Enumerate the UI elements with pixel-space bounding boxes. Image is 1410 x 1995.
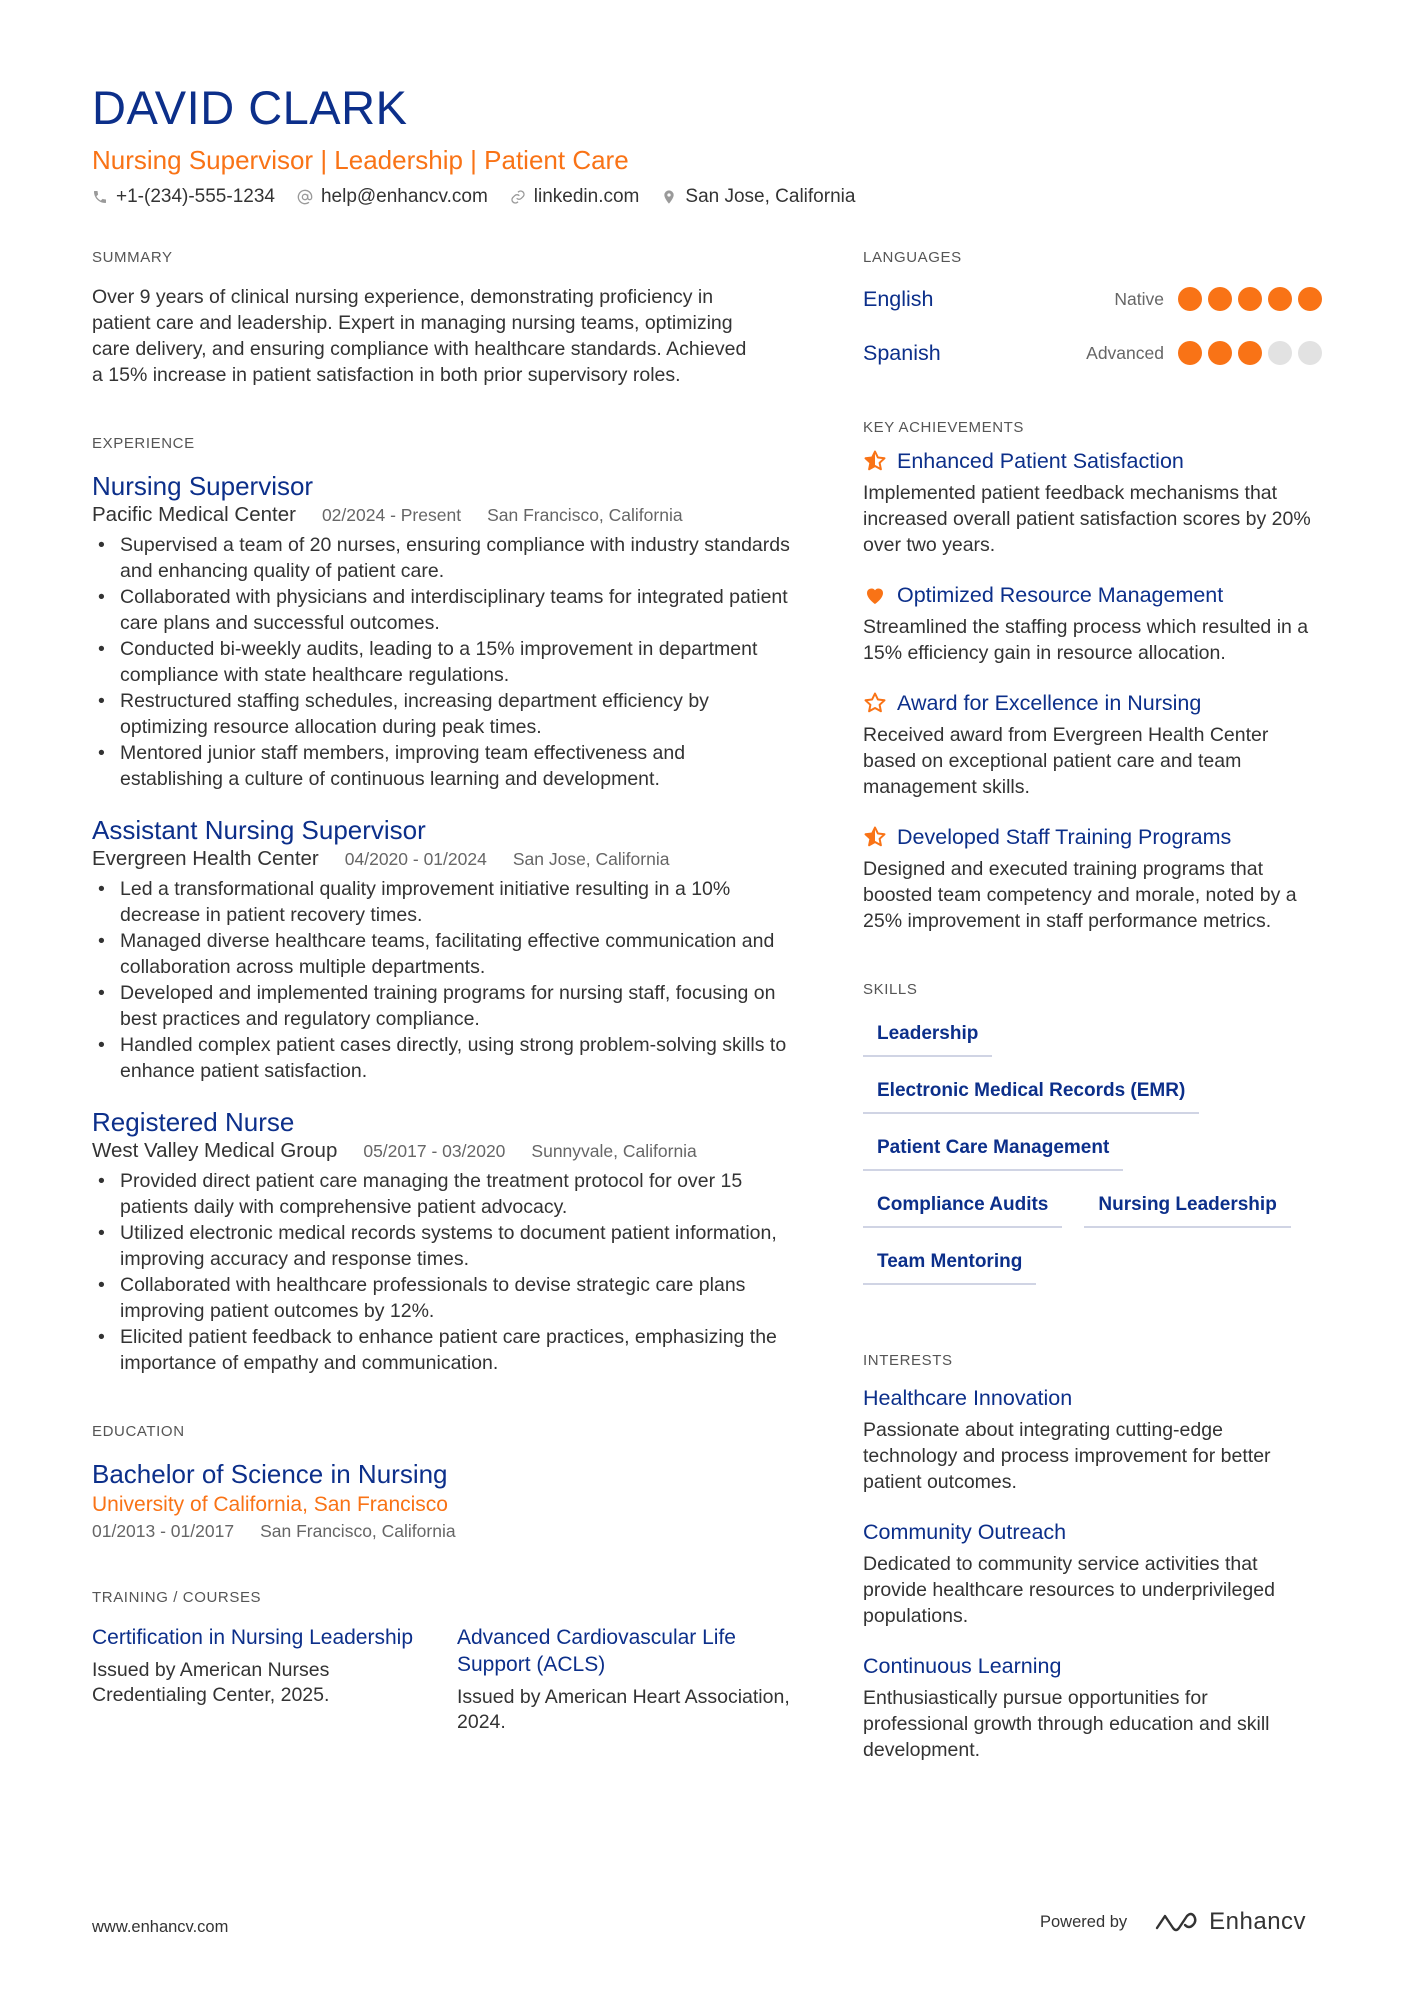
job-location: San Jose, California [512, 849, 670, 869]
job-company: Evergreen Health Center [92, 847, 319, 870]
interest-title: Community Outreach [863, 1520, 1067, 1544]
job-title: Registered Nurse [92, 1107, 295, 1137]
left-column [92, 248, 792, 1735]
skill-tag: Patient Care Management [863, 1132, 1123, 1171]
languages-heading: LANGUAGES [863, 249, 962, 266]
interest-desc: Enthusiastically pursue opportunities for professional growth through education and skill development. [863, 1687, 1270, 1761]
job-bullet: • Led a transformational quality improvement initiative resulting in a 10% decrease in patient recovery times. [92, 876, 792, 928]
linkedin-text[interactable]: linkedin.com [533, 186, 640, 207]
job-entry [92, 470, 792, 792]
rating-dot-empty [1268, 341, 1292, 365]
language-rating [1178, 287, 1322, 311]
rating-dot-filled [1238, 341, 1262, 365]
achievement-item [863, 688, 1323, 800]
achievement-desc: Designed and executed training programs that boosted team competency and morale, noted by a 25% improvement in staff performance metrics. [863, 858, 1297, 932]
language-rating [1178, 341, 1322, 365]
course-desc: Issued by American Nurses Credentialing Center, 2025. [92, 1659, 330, 1706]
job-company: West Valley Medical Group [92, 1139, 338, 1162]
achievement-title: Developed Staff Training Programs [897, 825, 1232, 849]
resume-header [92, 80, 1322, 210]
course-list [92, 1624, 792, 1735]
summary-heading: SUMMARY [92, 249, 173, 266]
achievements-heading: KEY ACHIEVEMENTS [863, 419, 1025, 436]
interest-desc: Dedicated to community service activities that provide healthcare resources to underprivileged populations. [863, 1553, 1275, 1627]
job-bullet: • Mentored junior staff members, improving team effectiveness and establishing a culture of continuous learning and development. [92, 740, 792, 792]
interest-desc: Passionate about integrating cutting-edge technology and process improvement for better patient outcomes. [863, 1419, 1271, 1493]
rating-dot-filled [1208, 287, 1232, 311]
skills-list [863, 1018, 1323, 1285]
education-school: University of California, San Francisco [92, 1493, 448, 1516]
job-title: Assistant Nursing Supervisor [92, 815, 426, 845]
enhancv-brand-text: Enhancv [1209, 1908, 1307, 1935]
phone-text: +1-(234)-555-1234 [116, 186, 275, 207]
course-title: Certification in Nursing Leadership [92, 1626, 413, 1649]
skills-heading: SKILLS [863, 981, 918, 998]
languages-section [863, 248, 1323, 380]
interest-item [863, 1383, 1323, 1495]
language-level: Advanced [1086, 342, 1164, 363]
at-icon [297, 189, 313, 205]
achievements-section [863, 418, 1323, 934]
star-half-icon [863, 449, 887, 473]
language-level: Native [1114, 288, 1164, 309]
job-bullet: • Managed diverse healthcare teams, facilitating effective communication and collaboration across multiple departments. [92, 928, 792, 980]
course-desc: Issued by American Heart Association, 2024. [457, 1686, 790, 1733]
skill-tag: Team Mentoring [863, 1246, 1036, 1285]
course-item [92, 1624, 427, 1735]
language-name: Spanish [863, 340, 941, 365]
job-meta [92, 502, 792, 528]
achievement-desc: Streamlined the staffing process which resulted in a 15% efficiency gain in resource allocation. [863, 616, 1309, 664]
education-degree: Bachelor of Science in Nursing [92, 1459, 448, 1489]
rating-dot-filled [1268, 287, 1292, 311]
achievement-title: Award for Excellence in Nursing [897, 691, 1202, 715]
job-dates: 05/2017 - 03/2020 [363, 1141, 506, 1161]
achievement-head [863, 688, 1323, 718]
interest-item [863, 1517, 1323, 1629]
job-bullet: • Collaborated with healthcare professionals to devise strategic care plans improving patient outcomes by 12%. [92, 1272, 792, 1324]
achievement-item [863, 446, 1323, 558]
education-dates: 01/2013 - 01/2017 [92, 1521, 235, 1541]
education-section [92, 1422, 792, 1542]
contact-bar [92, 184, 1322, 210]
job-bullet: • Utilized electronic medical records systems to document patient information, improving accuracy and response times. [92, 1220, 792, 1272]
star-outline-icon [863, 691, 887, 715]
job-bullet: • Elicited patient feedback to enhance patient care practices, emphasizing the importance of empathy and communication. [92, 1324, 792, 1376]
achievement-head [863, 580, 1323, 610]
rating-dot-filled [1208, 341, 1232, 365]
training-section [92, 1588, 792, 1735]
candidate-headline: Nursing Supervisor | Leadership | Patient Care [92, 145, 629, 175]
course-item [457, 1624, 792, 1735]
enhancv-logo-icon [1153, 1910, 1199, 1934]
achievement-head [863, 822, 1323, 852]
footer-branding [1040, 1908, 1306, 1936]
enhancv-logo[interactable] [1153, 1908, 1306, 1936]
link-icon [510, 189, 526, 205]
job-meta [92, 1138, 792, 1164]
job-bullet: • Provided direct patient care managing the treatment protocol for over 15 patients daily with comprehensive patient advocacy. [92, 1168, 792, 1220]
job-bullets [92, 876, 792, 1084]
job-bullet: • Conducted bi-weekly audits, leading to a 15% improvement in department compliance with state healthcare regulations. [92, 636, 792, 688]
course-title: Advanced Cardiovascular Life Support (ACLS) [457, 1626, 736, 1676]
contact-linkedin[interactable] [510, 184, 640, 210]
rating-dot-filled [1298, 287, 1322, 311]
job-entry [92, 1106, 792, 1376]
achievement-item [863, 822, 1323, 934]
achievement-head [863, 446, 1323, 476]
location-pin-icon [661, 189, 677, 205]
job-location: Sunnyvale, California [531, 1141, 697, 1161]
job-location: San Francisco, California [487, 505, 683, 525]
skill-tag: Leadership [863, 1018, 992, 1057]
job-company: Pacific Medical Center [92, 503, 296, 526]
interest-title: Healthcare Innovation [863, 1386, 1073, 1410]
job-bullet: • Restructured staffing schedules, increasing department efficiency by optimizing resource allocation during peak times. [92, 688, 792, 740]
job-bullets [92, 532, 792, 792]
language-row [863, 272, 1323, 326]
training-heading: TRAINING / COURSES [92, 1589, 262, 1606]
experience-section [92, 434, 792, 1376]
job-dates: 04/2020 - 01/2024 [344, 849, 487, 869]
skills-section [863, 980, 1323, 1285]
job-title: Nursing Supervisor [92, 471, 314, 501]
language-row [863, 326, 1323, 380]
candidate-name: DAVID CLARK [92, 81, 408, 134]
interests-section [863, 1351, 1323, 1763]
contact-phone [92, 184, 275, 210]
skill-tag: Electronic Medical Records (EMR) [863, 1075, 1199, 1114]
job-bullet: • Collaborated with physicians and interdisciplinary teams for integrated patient care plans and successful outcomes. [92, 584, 792, 636]
summary-section [92, 248, 792, 388]
contact-location [661, 184, 855, 210]
interest-title: Continuous Learning [863, 1654, 1062, 1678]
achievement-title: Optimized Resource Management [897, 583, 1224, 607]
interests-heading: INTERESTS [863, 1352, 953, 1369]
interest-item [863, 1651, 1323, 1763]
heart-icon [863, 583, 887, 607]
powered-by-label: Powered by [1040, 1912, 1128, 1931]
achievement-desc: Received award from Evergreen Health Center based on exceptional patient care and team management skills. [863, 724, 1269, 798]
achievement-title: Enhanced Patient Satisfaction [897, 449, 1184, 473]
job-bullet: • Supervised a team of 20 nurses, ensuring compliance with industry standards and enhancing quality of patient care. [92, 532, 792, 584]
rating-dot-filled [1178, 287, 1202, 311]
rating-dot-filled [1178, 341, 1202, 365]
achievement-desc: Implemented patient feedback mechanisms that increased overall patient satisfaction scores by 20% over two years. [863, 482, 1311, 556]
education-location: San Francisco, California [260, 1521, 456, 1541]
location-text: San Jose, California [685, 186, 856, 207]
education-meta [92, 1520, 792, 1542]
right-column [863, 248, 1323, 1763]
email-text[interactable]: help@enhancv.com [320, 186, 488, 207]
experience-heading: EXPERIENCE [92, 435, 195, 452]
summary-text: Over 9 years of clinical nursing experience, demonstrating proficiency in patient care and leadership. Expert in managing nursing teams, optimizing care delivery, and ensuring compliance with healthcare standards. Achieved a 15% increase in patient satisfaction in both prior supervisory roles. [92, 286, 747, 386]
skill-tag: Nursing Leadership [1084, 1189, 1290, 1228]
star-half-icon [863, 825, 887, 849]
achievement-item [863, 580, 1323, 666]
job-entry [92, 814, 792, 1084]
job-dates: 02/2024 - Present [321, 505, 462, 525]
language-name: English [863, 286, 934, 311]
job-bullets [92, 1168, 792, 1376]
contact-email[interactable] [297, 184, 488, 210]
phone-icon [92, 189, 108, 205]
footer-website[interactable]: www.enhancv.com [92, 1918, 229, 1936]
education-heading: EDUCATION [92, 1423, 185, 1440]
job-bullet: • Developed and implemented training programs for nursing staff, focusing on best practices and regulatory compliance. [92, 980, 792, 1032]
rating-dot-filled [1238, 287, 1262, 311]
job-bullet: • Handled complex patient cases directly, using strong problem-solving skills to enhance patient satisfaction. [92, 1032, 792, 1084]
rating-dot-empty [1298, 341, 1322, 365]
job-meta [92, 846, 792, 872]
skill-tag: Compliance Audits [863, 1189, 1062, 1228]
